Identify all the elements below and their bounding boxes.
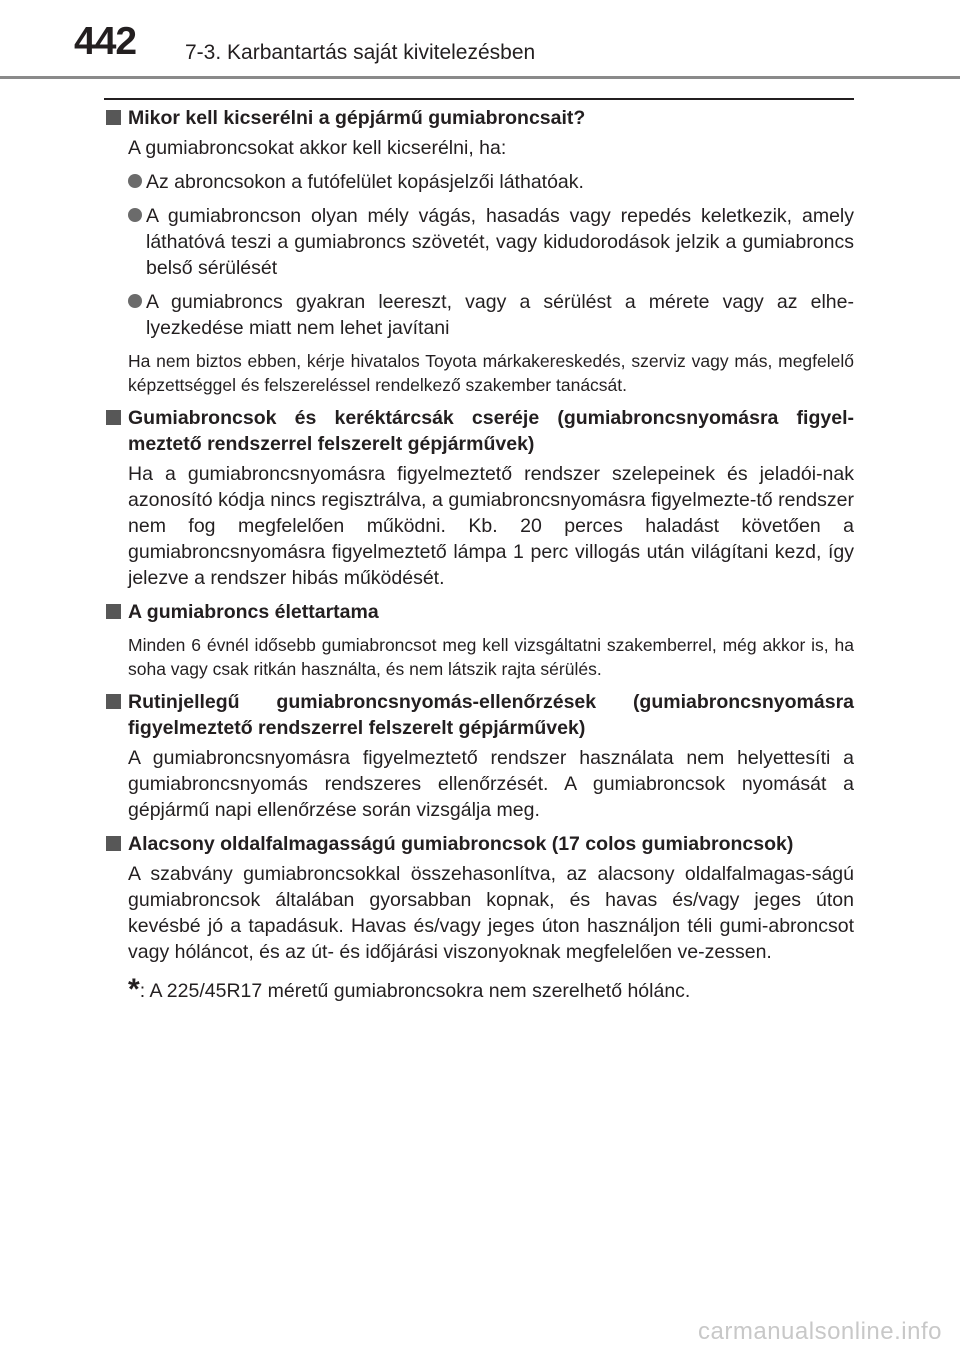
section-body: A szabvány gumiabroncsokkal összehasonlítva, az alacsony oldalfalmagas-ságú gumiabroncsok általában gyorsabban kopnak, és havas és/vagy jeges úton kevésbé jó a tapadásuk. Havas és/vagy jeges úton használjon téli gumi-abroncsot vagy hóláncot, és az út- és időjárási viszonyoknak megfelelően ve-zessen. [128,863,854,963]
section-heading [104,405,854,457]
square-bullet-icon [106,694,121,709]
section-heading-text: A gumiabroncs élettartama [128,601,379,623]
chapter-title: 7-3. Karbantartás saját kivitelezésben [185,41,536,64]
header-divider [0,76,960,79]
page-number: 442 [74,20,137,63]
watermark: carmanualsonline.info [698,1318,942,1345]
footnote [104,975,854,1005]
section-note: Ha nem biztos ebben, kérje hivatalos Toyota márkakereskedés, szerviz vagy más, megfelelő képzettséggel és felszereléssel rendelkező szakember tanácsát. [128,351,854,395]
list-item-text: A gumiabroncson olyan mély vágás, hasadás vagy repedés keletkezik, amely láthatóvá teszi a gumiabroncs szövetét, vagy kidudorodások jelzik a gumiabroncs belső sérülését [146,205,854,279]
round-bullet-icon [128,174,142,188]
section-body: A gumiabroncsnyomásra figyelmeztető rendszer használata nem helyettesíti a gumiabroncsnyomás rendszeres ellenőrzését. A gumiabroncsok nyomását a gépjármű napi ellenőrzése során vizsgálja meg. [128,747,854,821]
square-bullet-icon [106,410,121,425]
list-item-text: A gumiabroncs gyakran leereszt, vagy a sérülést a mérete vagy az elhe-lyezkedése miatt nem lehet javítani [146,291,854,339]
section-heading [104,831,854,857]
list-item-text: Az abroncsokon a futófelület kopásjelzői láthatóak. [146,171,584,193]
section-heading [104,105,854,131]
section-body: Minden 6 évnél idősebb gumiabroncsot meg kell vizsgáltatni szakemberrel, még akkor is, ha soha vagy csak ritkán használta, és nem látszik rajta sérülés. [128,635,854,679]
footnote-marker: * [128,973,140,1006]
section-heading-text: Alacsony oldalfalmagasságú gumiabroncsok (17 colos gumiabroncsok) [128,833,794,855]
footnote-text: : A 225/45R17 méretű gumiabroncsokra nem szerelhető hólánc. [139,980,691,1002]
section-intro: A gumiabroncsokat akkor kell kicserélni, ha: [128,137,507,159]
page-content [104,105,854,1005]
round-bullet-icon [128,208,142,222]
square-bullet-icon [106,110,121,125]
round-bullet-icon [128,294,142,308]
list-item [104,289,854,341]
list-item [104,203,854,281]
section-divider [104,98,854,100]
square-bullet-icon [106,836,121,851]
section-body: Ha a gumiabroncsnyomásra figyelmeztető rendszer szelepeinek és jeladói-nak azonosító kódja nincs regisztrálva, a gumiabroncsnyomásra figyelmezte-tő rendszer nem fog megfelelően működni. Kb. 20 perces haladást követően a gumiabroncsnyomásra figyelmeztető lámpa 1 perc villogás után világítani kezd, így jelezve a rendszer hibás működését. [128,463,854,589]
section-heading-text: Rutinjellegű gumiabroncsnyomás-ellenőrzések (gumiabroncsnyomásra figyelmeztető rendszerrel felszerelt gépjárművek) [128,691,854,739]
section-heading [104,599,854,625]
square-bullet-icon [106,604,121,619]
section-heading [104,689,854,741]
section-heading-text: Mikor kell kicserélni a gépjármű gumiabroncsait? [128,107,586,129]
list-item [104,169,854,195]
section-heading-text: Gumiabroncsok és keréktárcsák cseréje (gumiabroncsnyomásra figyel-meztető rendszerrel felszerelt gépjárművek) [128,407,854,455]
